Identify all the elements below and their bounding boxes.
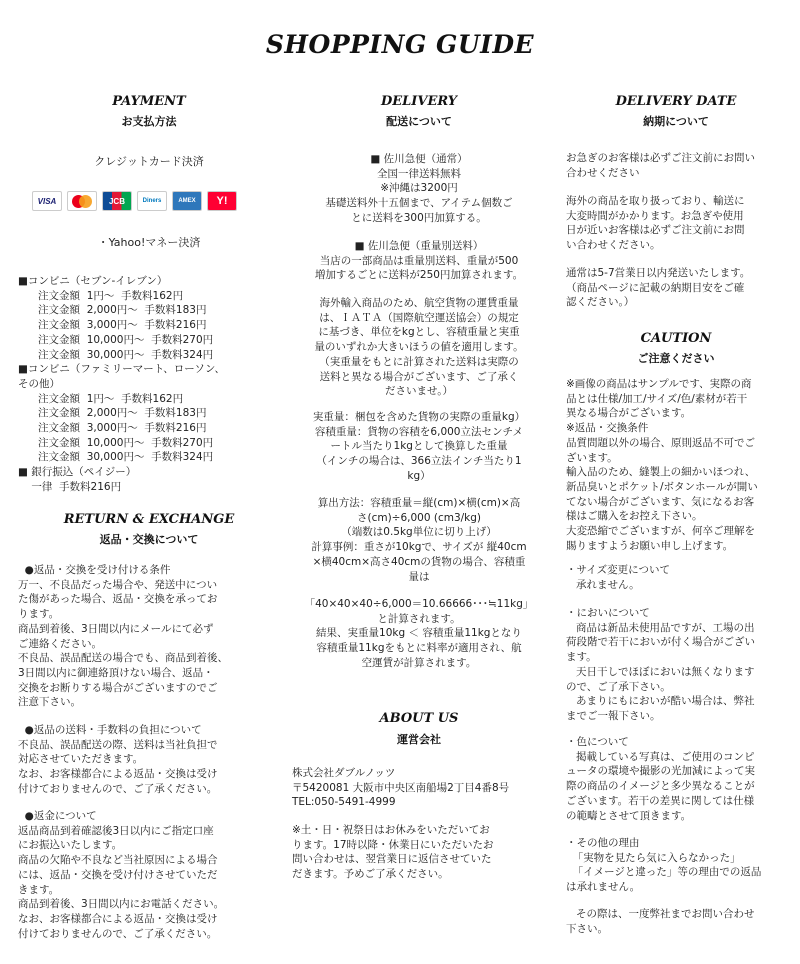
caution-other: ・その他の理由 「実物を見たら気に入らなかった」 「イメージと違った」等の理由での返品 は承れません。 — [566, 837, 762, 894]
delivery-date-overseas: 海外の商品を取り扱っており、輸送に 大変時間がかかります。お急ぎや使用 日が近いお客様は必ずご注文前にお問 い合わせください。 — [566, 195, 745, 252]
delivery-date-urgent: お急ぎのお客様は必ずご注文前にお問い 合わせください — [566, 152, 755, 179]
amex-card-icon: AMEX — [172, 191, 202, 211]
delivery-example: 「40×40×40÷6,000＝10.66666･･･≒11kg」 と計算されます。 結果、実重量10kg ＜ 容積重量11kgとなり 容積重量11kgをもとに料率が適用され、航 空運賃が計算されます。 — [304, 598, 534, 669]
return-heading: RETURN & EXCHANGE — [63, 512, 235, 527]
card-logos — [32, 191, 237, 211]
return-shipping-fee: ●返品の送料・手数料の負担について 不良品、誤品配送の際、送料は当社負担で 対応させていただきます。 なお、お客様都合による返品・交換は受け 付けておりませんので、ご了承ください。 — [18, 724, 218, 795]
company-info: 株式会社ダブルノッツ 〒5420081 大阪市中央区南船場2丁目4番8号 TEL:050-5491-4999 — [292, 767, 510, 809]
credit-card-label: クレジットカード決済 — [94, 155, 204, 168]
delivery-subheading: 配送について — [386, 115, 452, 128]
delivery-weight: ■ 佐川急便（重量別送料） 当店の一部商品は重量別送料、重量が500 増加するごとに送料が250円加算されます。 — [314, 240, 524, 282]
caution-smell: ・においについて 商品は新品未使用品ですが、工場の出 荷段階で若干においが付く場合がござい ます。 天日干しでほぼにおいは無くなります ので、ご了承下さい。 あまりにもにおいが酷い場合は、弊社 までご一報下さい。 — [566, 607, 755, 722]
caution-subheading: ご注意ください — [637, 352, 715, 365]
delivery-heading: DELIVERY — [380, 94, 458, 109]
payment-subheading: お支払方法 — [121, 115, 177, 128]
yahoo-card-icon: Y! — [207, 191, 237, 211]
about-heading: ABOUT US — [379, 711, 459, 726]
delivery-date-normal: 通常は5-7営業日以内発送いたします。 （商品ページに記載の納期目安をご確 認ください。） — [566, 267, 751, 309]
mastercard-icon — [67, 191, 97, 211]
yahoo-money-label: ・Yahoo!マネー決済 — [97, 236, 201, 249]
return-subheading: 返品・交換について — [99, 533, 199, 546]
visa-card-icon: VISA — [32, 191, 62, 211]
caution-contact: その際は、一度弊社までお問い合わせ 下さい。 — [566, 908, 755, 935]
jcb-card-icon: JCB — [102, 191, 132, 211]
diners-card-icon: Diners — [137, 191, 167, 211]
refund-info: ●返金について 返品商品到着確認後3日以内にご指定口座 にお振込いたします。 商品の欠陥や不良など当社原因による場合 には、返品・交換を受け付けさせていただ きます。 商品到着後、3日間以内にお電話ください。 なお、お客様都合による返品・交換は受け 付けておりませんので、ご了承ください。 — [18, 810, 225, 940]
payment-heading: PAYMENT — [112, 94, 186, 109]
return-conditions: ●返品・交換を受け付ける条件 万一、不良品だった場合や、発送中につい た傷があった場合、返品・交換を承ってお ります。 商品到着後、3日間以内にメールにて必ず ご連絡ください。 不良品、誤品配送の場合でも、商品到着後、 3日間以内に御連絡頂けない場合、返品・ 交換をお断りする場合がございますのでご 注意下さい。 — [18, 564, 228, 709]
caution-size: ・サイズ変更について 承れません。 — [566, 564, 670, 591]
caution-heading: CAUTION — [640, 331, 712, 346]
delivery-weight-definition: 実重量：梱包を含めた貨物の実際の重量kg） 容積重量：貨物の容積を6,000立法センチメ ートル当たり1kgとして換算した重量 （インチの場合は、366立法インチ当たり1 kg） — [312, 411, 526, 482]
payment-fees: ■コンビニ（セブン-イレブン） 注文金額 1円～ 手数料162円 注文金額 2,000円～ 手数料183円 注文金額 3,000円～ 手数料216円 注文金額 10,000円～ 手数料270円 注文金額 30,000円～ 手数料324円 ■コンビニ（ファミリーマート、ローソン、 その他） 注文金額 1円～ 手数料162円 注文金額 2,000円～ 手数料183円 注文金額 3,000円～ 手数料216円 注文金額 10,000円～ 手数料270円 注文金額 30,000円～ 手数料324円 ■ 銀行振込（ペイジー） 一律 手数料216円 — [18, 275, 226, 493]
caution-sample: ※画像の商品はサンプルです、実際の商 品とは仕様/加工/サイズ/色/素材が若干 異なる場合がございます。 ※返品・交換条件 品質問題以外の場合、原則返品不可でご ざいます。 輸入品のため、縫製上の細かいほつれ、 新品臭いとポケット/ボタンホールが開い てない場合がございます、気になるお客 様はご購入をお控え下さい。 大変恐縮でございますが、何卒ご理解を 賜りますようお願い申し上げます。 — [566, 378, 758, 552]
delivery-iata: 海外輸入商品のため、航空貨物の運賃重量 は、ＩＡＴＡ（国際航空運送協会）の規定 に基づき、単位をkgとし、容積重量と実重 量のいずれか大きいほうの値を適用します。 （実重量をもとに計算された送料は実際の 送料と異なる場合がございます、ご了承く ださいませ。） — [314, 297, 524, 398]
delivery-date-subheading: 納期について — [643, 115, 709, 128]
business-hours-note: ※土・日・祝祭日はお休みをいただいてお ります。17時以降・休業日にいただいたお 問い合わせは、翌営業日に返信させていた だきます。予めご了承ください。 — [292, 824, 494, 881]
caution-color: ・色について 掲載している写真は、ご使用のコンピ ュータの環境や撮影の光加減によって実 際の商品のイメージと多少異なることが ございます。若干の差異に関しては仕様 の範疇とさせて頂きます。 — [566, 736, 755, 822]
about-subheading: 運営会社 — [397, 733, 441, 746]
page-title: SHOPPING GUIDE — [265, 30, 535, 59]
delivery-normal: ■ 佐川急便（通常） 全国一律送料無料 ※沖縄は3200円 基礎送料外十五個まで、アイテム個数ご とに送料を300円加算する。 — [325, 153, 513, 224]
delivery-date-heading: DELIVERY DATE — [615, 94, 737, 109]
delivery-calculation: 算出方法：容積重量＝縦(cm)×横(cm)×高 さ(cm)÷6,000 (cm3/kg) （端数は0.5kg単位に切り上げ） 計算事例：重さが10kgで、サイズが 縦40cm ×横40cm×高さ40cmの貨物の場合、容積重 量は — [311, 497, 527, 583]
